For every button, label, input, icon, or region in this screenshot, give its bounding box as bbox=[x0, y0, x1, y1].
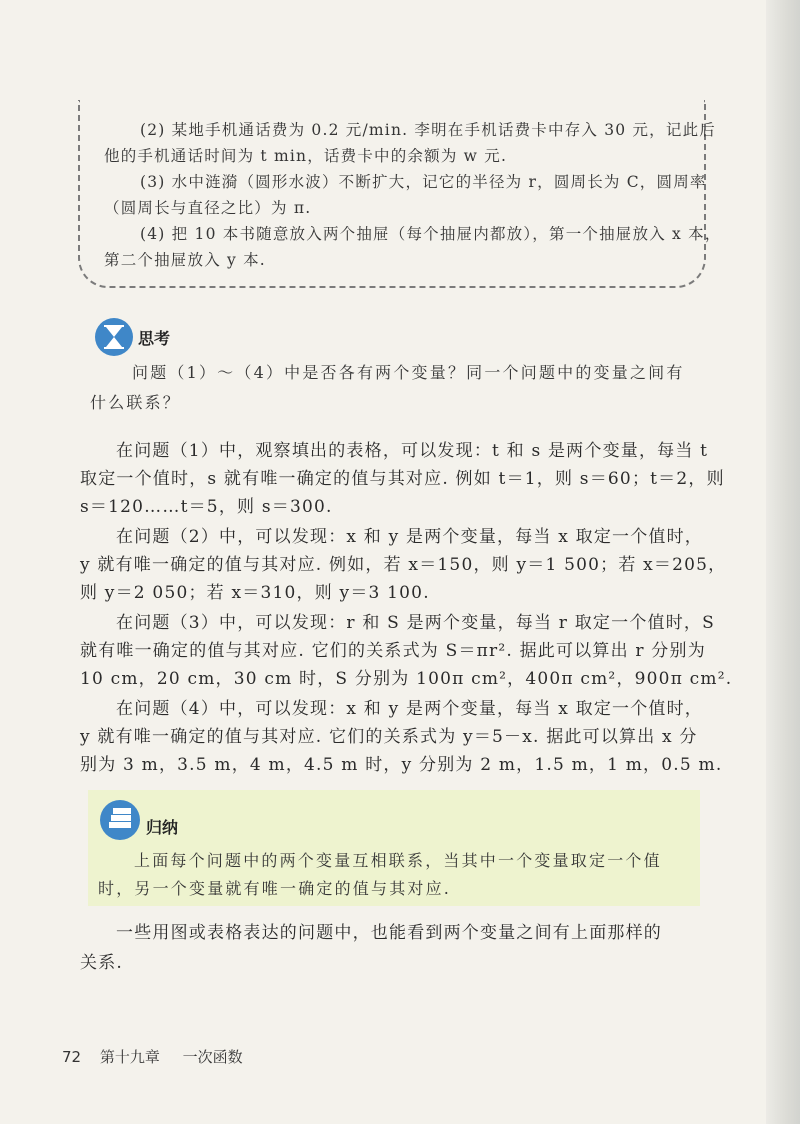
summary-line: 时，另一个变量就有唯一确定的值与其对应. bbox=[98, 879, 452, 898]
body-line: 就有唯一确定的值与其对应. 它们的关系式为 S＝πr². 据此可以算出 r 分别为 bbox=[80, 641, 706, 661]
closing-line: 关系. bbox=[80, 953, 124, 973]
body-line: 在问题（4）中，可以发现：x 和 y 是两个变量，每当 x 取定一个值时， bbox=[116, 699, 704, 719]
exercise-line: （圆周长与直径之比）为 π. bbox=[104, 199, 312, 217]
body-line: 在问题（1）中，观察填出的表格，可以发现：t 和 s 是两个变量，每当 t bbox=[116, 441, 709, 461]
body-line: 别为 3 m，3.5 m，4 m，4.5 m 时，y 分别为 2 m，1.5 m，1 m，0.5 m. bbox=[80, 755, 723, 775]
body-line: 在问题（2）中，可以发现：x 和 y 是两个变量，每当 x 取定一个值时， bbox=[116, 527, 704, 547]
exercise-line: (4) 把 10 本书随意放入两个抽屉（每个抽屉内都放），第一个抽屉放入 x 本， bbox=[140, 225, 722, 243]
hourglass-icon bbox=[95, 318, 133, 356]
body-line: 则 y＝2 050；若 x＝310，则 y＝3 100. bbox=[80, 583, 430, 603]
body-line: y 就有唯一确定的值与其对应. 例如，若 x＝150，则 y＝1 500；若 x＝205， bbox=[80, 555, 727, 575]
chapter-title: 一次函数 bbox=[182, 1048, 243, 1066]
exercise-line: 他的手机通话时间为 t min，话费卡中的余额为 w 元. bbox=[104, 147, 508, 165]
exercise-line: (3) 水中涟漪（圆形水波）不断扩大，记它的半径为 r，圆周长为 C，圆周率 bbox=[140, 173, 707, 191]
closing-line: 一些用图或表格表达的问题中，也能看到两个变量之间有上面那样的 bbox=[116, 923, 662, 943]
exercise-line: (2) 某地手机通话费为 0.2 元/min. 李明在手机话费卡中存入 30 元，记此后 bbox=[140, 121, 716, 139]
book-stack-icon bbox=[100, 800, 140, 840]
body-line: 在问题（3）中，可以发现：r 和 S 是两个变量，每当 r 取定一个值时，S bbox=[116, 613, 715, 633]
think-question-line: 什么联系？ bbox=[90, 393, 182, 412]
summary-heading: 归纳 bbox=[146, 818, 179, 837]
exercise-line: 第二个抽屉放入 y 本. bbox=[104, 251, 266, 269]
chapter-label: 第十九章 bbox=[99, 1048, 160, 1066]
summary-line: 上面每个问题中的两个变量互相联系，当其中一个变量取定一个值 bbox=[134, 851, 662, 870]
page-footer bbox=[62, 1046, 243, 1067]
think-heading: 思考 bbox=[138, 329, 171, 348]
body-line: 10 cm，20 cm，30 cm 时，S 分别为 100π cm²，400π cm²，900π cm². bbox=[80, 669, 733, 689]
body-line: s＝120……t＝5，则 s＝300. bbox=[80, 497, 333, 517]
body-line: 取定一个值时，s 就有唯一确定的值与其对应. 例如 t＝1，则 s＝60；t＝2，则 bbox=[80, 469, 725, 489]
page-edge-shadow bbox=[766, 0, 800, 1124]
think-question-line: 问题（1）～（4）中是否各有两个变量？同一个问题中的变量之间有 bbox=[132, 363, 685, 382]
body-line: y 就有唯一确定的值与其对应. 它们的关系式为 y＝5－x. 据此可以算出 x 分 bbox=[80, 727, 698, 747]
page-number: 72 bbox=[62, 1048, 82, 1066]
